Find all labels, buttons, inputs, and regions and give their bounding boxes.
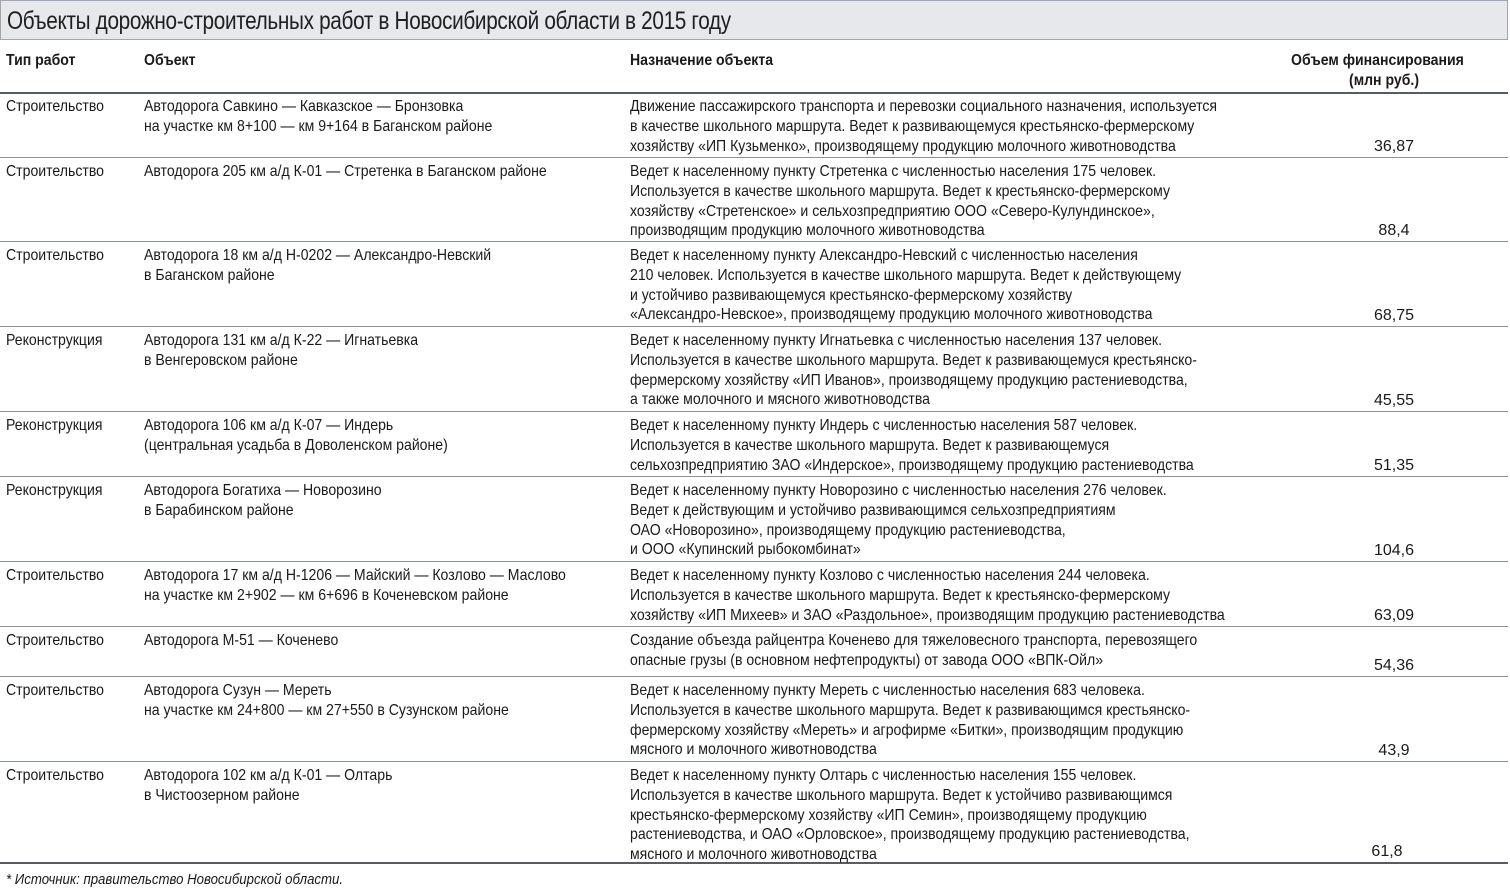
row-divider bbox=[0, 476, 1508, 477]
row-type: Строительство bbox=[6, 767, 104, 784]
row-purpose-line: 210 человек. Используется в качестве школьного маршрута. Ведет к действующему bbox=[630, 266, 1182, 284]
row-object-line: на участке км 8+100 — км 9+164 в Баганском районе bbox=[144, 117, 493, 135]
row-funding: 68,75 bbox=[1373, 307, 1415, 324]
row-purpose-line: Используется в качестве школьного маршрута. Ведет к устойчиво развивающимся bbox=[630, 786, 1173, 804]
row-type: Строительство bbox=[6, 632, 104, 649]
row-purpose-line: Создание объезда райцентра Коченево для тяжеловесного транспорта, перевозящего bbox=[630, 632, 1198, 649]
row-object-line: Автодорога 102 км а/д К-01 — Олтарь bbox=[144, 767, 393, 784]
row-divider bbox=[0, 326, 1508, 327]
row-object-line: Автодорога 205 км а/д К-01 — Стретенка в Баганском районе bbox=[144, 163, 547, 180]
row-funding: 61,8 bbox=[1371, 843, 1403, 860]
row-purpose-line: Используется в качестве школьного маршрута. Ведет к крестьянско-фермерскому bbox=[630, 182, 1171, 200]
row-funding: 88,4 bbox=[1378, 222, 1410, 239]
row-purpose-line: мясного и молочного животноводства bbox=[630, 741, 877, 759]
row-divider bbox=[0, 157, 1508, 158]
row-purpose-line: Используется в качестве школьного маршрута. Ведет к крестьянско-фермерскому bbox=[630, 586, 1171, 604]
row-purpose-line: Ведет к действующим и устойчиво развивающимся сельхозпредприятиям bbox=[630, 501, 1116, 519]
row-object-line: Автодорога 17 км а/д Н-1206 — Майский — Козлово — Маслово bbox=[144, 567, 566, 584]
row-object-line: (центральная усадьба в Доволенском районе) bbox=[144, 436, 448, 454]
row-type: Строительство bbox=[6, 567, 104, 584]
row-purpose-line: а также молочного и мясного животноводства bbox=[630, 391, 930, 409]
row-object-line: в Баганском районе bbox=[144, 266, 275, 284]
row-purpose-line: «Александро-Невское», производящему продукцию молочного животноводства bbox=[630, 306, 1153, 324]
header-type: Тип работ bbox=[6, 52, 76, 69]
row-divider bbox=[0, 676, 1508, 677]
row-purpose-line: фермерскому хозяйству «Мереть» и агрофирме «Битки», производящим продукцию bbox=[630, 721, 1184, 739]
row-object-line: Автодорога Сузун — Мереть bbox=[144, 682, 332, 699]
row-type: Строительство bbox=[6, 163, 104, 180]
row-divider bbox=[0, 561, 1508, 562]
row-object-line: Автодорога 131 км а/д К-22 — Игнатьевка bbox=[144, 332, 419, 349]
row-purpose-line: Ведет к населенному пункту Козлово с численностью населения 244 человека. bbox=[630, 567, 1150, 584]
row-object-line: Автодорога Савкино — Кавказское — Бронзовка bbox=[144, 98, 464, 115]
row-object-line: Автодорога Богатиха — Новорозино bbox=[144, 482, 382, 499]
row-purpose-line: Используется в качестве школьного маршрута. Ведет к развивающемуся крестьянско- bbox=[630, 351, 1197, 369]
title-bar bbox=[0, 0, 1508, 40]
row-purpose-line: ОАО «Новорозино», производящему продукцию растениеводства, bbox=[630, 521, 1066, 539]
row-funding: 43,9 bbox=[1378, 742, 1410, 759]
row-purpose-line: Ведет к населенному пункту Александро-Невский с численностью населения bbox=[630, 247, 1138, 264]
row-type: Строительство bbox=[6, 682, 104, 699]
row-purpose-line: Движение пассажирского транспорта и перевозки социального назначения, используется bbox=[630, 98, 1218, 115]
row-object-line: на участке км 24+800 — км 27+550 в Сузунском районе bbox=[144, 701, 509, 719]
row-divider bbox=[0, 411, 1508, 412]
row-purpose-line: Ведет к населенному пункту Олтарь с численностью населения 155 человек. bbox=[630, 767, 1137, 784]
row-type: Реконструкция bbox=[6, 482, 103, 499]
page-title: Объекты дорожно-строительных работ в Новосибирской области в 2015 году bbox=[7, 7, 731, 35]
row-funding: 51,35 bbox=[1373, 457, 1415, 474]
row-purpose-line: мясного и молочного животноводства bbox=[630, 846, 877, 864]
row-purpose-line: Ведет к населенному пункту Индерь с численностью населения 587 человек. bbox=[630, 417, 1138, 434]
row-purpose-line: Используется в качестве школьного маршрута. Ведет к развивающемуся bbox=[630, 436, 1110, 454]
row-purpose-line: Ведет к населенному пункту Игнатьевка с численностью населения 137 человек. bbox=[630, 332, 1163, 349]
row-purpose-line: и ООО «Купинский рыбокомбинат» bbox=[630, 541, 861, 559]
header-funding-unit: (млн руб.) bbox=[1349, 72, 1420, 89]
row-purpose-line: в качестве школьного маршрута. Ведет к развивающемуся крестьянско-фермерскому bbox=[630, 117, 1195, 135]
row-purpose-line: хозяйству «ИП Михеев» и ЗАО «Раздольное», производящим продукцию растениеводства bbox=[630, 606, 1225, 624]
row-divider bbox=[0, 92, 1508, 94]
row-purpose-line: Используется в качестве школьного маршрута. Ведет к развивающимся крестьянско- bbox=[630, 701, 1191, 719]
row-funding: 54,36 bbox=[1373, 657, 1415, 674]
row-funding: 104,6 bbox=[1373, 542, 1415, 559]
row-object-line: в Барабинском районе bbox=[144, 501, 294, 519]
row-divider bbox=[0, 626, 1508, 627]
row-type: Строительство bbox=[6, 98, 104, 115]
header-funding: Объем финансирования bbox=[1291, 52, 1464, 69]
row-purpose-line: и устойчиво развивающемуся крестьянско-фермерскому хозяйству bbox=[630, 286, 1073, 304]
row-object-line: на участке км 2+902 — км 6+696 в Коченевском районе bbox=[144, 586, 509, 604]
row-type: Реконструкция bbox=[6, 417, 103, 434]
row-purpose-line: фермерскому хозяйству «ИП Иванов», производящему продукцию растениеводства, bbox=[630, 371, 1188, 389]
row-divider bbox=[0, 761, 1508, 762]
row-object-line: Автодорога 106 км а/д К-07 — Индерь bbox=[144, 417, 394, 434]
header-purpose: Назначение объекта bbox=[630, 52, 774, 69]
row-purpose-line: крестьянско-фермерскому хозяйству «ИП Семин», производящему продукцию bbox=[630, 806, 1147, 824]
row-object-line: Автодорога М-51 — Коченево bbox=[144, 632, 339, 649]
row-type: Строительство bbox=[6, 247, 104, 264]
row-funding: 63,09 bbox=[1373, 607, 1415, 624]
row-object-line: в Чистоозерном районе bbox=[144, 786, 300, 804]
row-funding: 45,55 bbox=[1373, 392, 1415, 409]
row-purpose-line: опасные грузы (в основном нефтепродукты) от завода ООО «ВПК-Ойл» bbox=[630, 651, 1104, 669]
row-purpose-line: производящим продукцию молочного животноводства bbox=[630, 222, 985, 240]
row-purpose-line: растениеводства, и ОАО «Орловское», производящему продукцию растениеводства, bbox=[630, 826, 1190, 844]
header-object: Объект bbox=[144, 52, 196, 69]
row-object-line: в Венгеровском районе bbox=[144, 351, 298, 369]
row-type: Реконструкция bbox=[6, 332, 103, 349]
row-object-line: Автодорога 18 км а/д Н-0202 — Александро-Невский bbox=[144, 247, 492, 264]
row-funding: 36,87 bbox=[1373, 138, 1415, 155]
footnote: * Источник: правительство Новосибирской области. bbox=[6, 871, 344, 888]
row-purpose-line: хозяйству «ИП Кузьменко», производящему продукцию молочного животноводства bbox=[630, 137, 1176, 155]
row-purpose-line: хозяйству «Стретенское» и сельхозпредприятию ООО «Северо-Кулундинское», bbox=[630, 202, 1155, 220]
row-purpose-line: Ведет к населенному пункту Новорозино с численностью населения 276 человек. bbox=[630, 482, 1167, 499]
row-purpose-line: Ведет к населенному пункту Мереть с численностью населения 683 человека. bbox=[630, 682, 1145, 699]
row-purpose-line: Ведет к населенному пункту Стретенка с численностью населения 175 человек. bbox=[630, 163, 1157, 180]
row-purpose-line: сельхозпредприятию ЗАО «Индерское», производящему продукцию растениеводства bbox=[630, 456, 1194, 474]
